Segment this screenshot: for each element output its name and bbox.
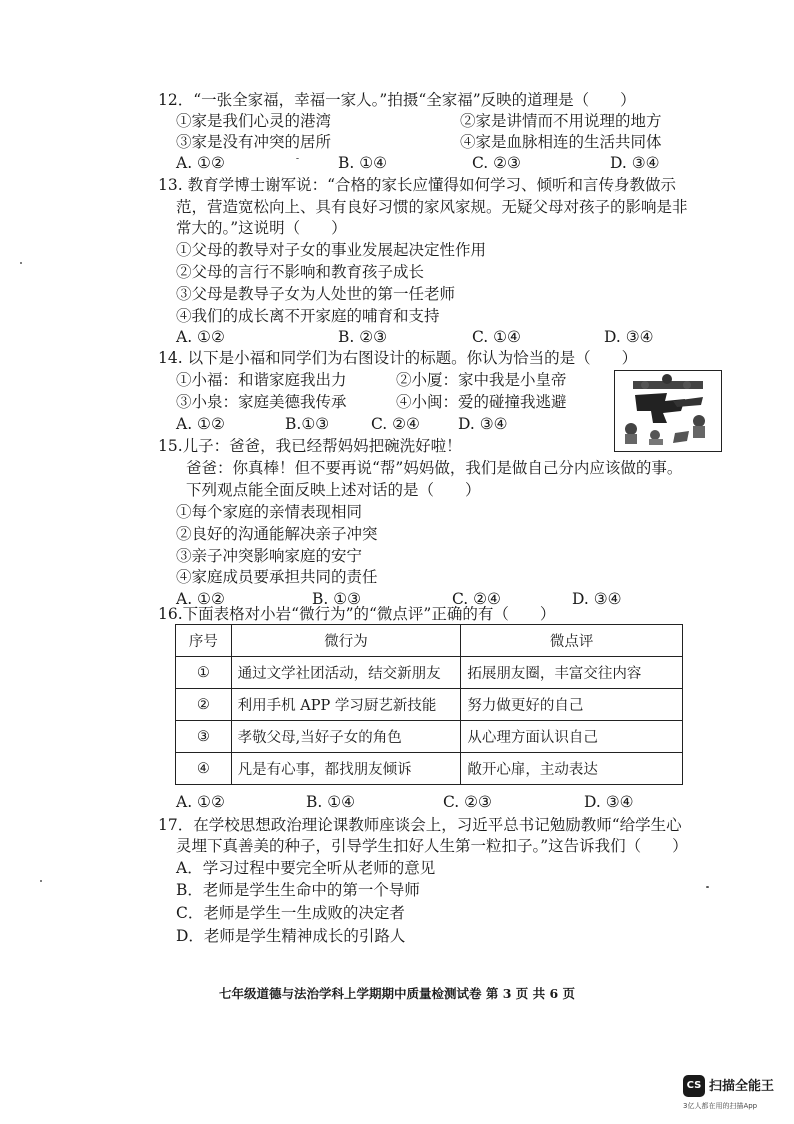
q14-option-2: ②小厦：家中我是小皇帝 bbox=[396, 371, 567, 389]
q15-line-3: 下列观点能全面反映上述对话的是（ ） bbox=[186, 481, 481, 499]
table-header-number: 序号 bbox=[176, 625, 232, 657]
q15-option-1: ①每个家庭的亲情表现相同 bbox=[176, 503, 363, 521]
family-cartoon-image bbox=[614, 370, 722, 452]
q12-option-2: ②家是讲情而不用说理的地方 bbox=[460, 112, 662, 130]
q12-option-4: ④家是血脉相连的生活共同体 bbox=[460, 133, 662, 151]
q16-behavior-table bbox=[175, 624, 683, 785]
table-cell-number: ③ bbox=[176, 721, 232, 753]
q15-option-3: ③亲子冲突影响家庭的安宁 bbox=[176, 547, 363, 565]
table-header-row bbox=[176, 625, 683, 657]
q14-choice-a: A. ①② bbox=[176, 415, 225, 433]
q17-choice-a: A．学习过程中要完全听从老师的意见 bbox=[176, 859, 436, 877]
q15-line-1: 15.儿子：爸爸，我已经帮妈妈把碗洗好啦！ bbox=[158, 437, 462, 455]
q12-choice-c: C. ②③ bbox=[472, 154, 521, 172]
q13-stem-line-3: 常大的。”这说明（ ） bbox=[176, 219, 347, 237]
q13-choice-a: A. ①② bbox=[176, 328, 225, 346]
q13-choice-d: D. ③④ bbox=[604, 328, 654, 346]
table-row bbox=[176, 753, 683, 785]
scanner-watermark-title: 扫描全能王 bbox=[709, 1079, 775, 1094]
q12-choice-a: A. ①② bbox=[176, 154, 225, 172]
q15-choice-c: C. ②④ bbox=[452, 590, 501, 608]
table-cell-comment: 拓展朋友圈，丰富交往内容 bbox=[461, 657, 683, 689]
q13-option-3: ③父母是教导子女为人处世的第一任老师 bbox=[176, 285, 456, 303]
table-row bbox=[176, 657, 683, 689]
q16-stem: 16.下面表格对小岩“微行为”的“微点评”正确的有（ ） bbox=[158, 605, 556, 623]
q14-option-3: ③小泉：家庭美德我传承 bbox=[176, 393, 347, 411]
q15-choice-a: A. ①② bbox=[176, 590, 225, 608]
q13-stem-line-1: 13. 教育学博士谢军说：“合格的家长应懂得如何学习、倾听和言传身教做示 bbox=[158, 176, 677, 194]
family-cartoon-illustration bbox=[615, 371, 721, 451]
q17-choice-d: D．老师是学生精神成长的引路人 bbox=[176, 927, 406, 945]
table-row bbox=[176, 721, 683, 753]
table-header-comment: 微点评 bbox=[461, 625, 683, 657]
q12-option-1: ①家是我们心灵的港湾 bbox=[176, 112, 332, 130]
scan-speck bbox=[40, 880, 42, 882]
q14-choice-c: C. ②④ bbox=[371, 415, 420, 433]
table-cell-behavior: 通过文学社团活动，结交新朋友 bbox=[231, 657, 461, 689]
table-cell-number: ④ bbox=[176, 753, 232, 785]
q16-choice-d: D. ③④ bbox=[584, 793, 634, 811]
q15-choice-d: D. ③④ bbox=[572, 590, 622, 608]
q12-option-3: ③家是没有冲突的居所 bbox=[176, 133, 332, 151]
table-cell-comment: 敞开心扉，主动表达 bbox=[461, 753, 683, 785]
q13-choice-b: B. ②③ bbox=[338, 328, 388, 346]
q17-stem-line-1: 17．在学校思想政治理论课教师座谈会上，习近平总书记勉励教师“给学生心 bbox=[158, 816, 682, 834]
q14-stem: 14. 以下是小福和同学们为右图设计的标题。你认为恰当的是（ ） bbox=[158, 349, 638, 367]
q17-choice-b: B．老师是学生生命中的第一个导师 bbox=[176, 881, 420, 899]
table-header-behavior: 微行为 bbox=[231, 625, 461, 657]
q17-choice-c: C．老师是学生一生成败的决定者 bbox=[176, 904, 405, 922]
scan-speck bbox=[20, 262, 22, 264]
table-cell-comment: 努力做更好的自己 bbox=[461, 689, 683, 721]
table-row bbox=[176, 689, 683, 721]
q16-choice-b: B. ①④ bbox=[306, 793, 356, 811]
q12-stem: 12．“一张全家福，幸福一家人。”拍摄“全家福”反映的道理是（ ） bbox=[158, 91, 636, 109]
q13-choice-c: C. ①④ bbox=[472, 328, 521, 346]
q16-choice-c: C. ②③ bbox=[443, 793, 492, 811]
table-cell-number: ① bbox=[176, 657, 232, 689]
q14-option-4: ④小闽：爱的碰撞我逃避 bbox=[396, 393, 567, 411]
q15-line-2: 爸爸：你真棒！但不要再说“帮”妈妈做，我们是做自己分内应该做的事。 bbox=[186, 459, 683, 477]
q13-stem-line-2: 范，营造宽松向上、具有良好习惯的家风家规。无疑父母对孩子的影响是非 bbox=[176, 198, 688, 216]
table-cell-behavior: 利用手机 APP 学习厨艺新技能 bbox=[231, 689, 461, 721]
q16-choice-a: A. ①② bbox=[176, 793, 225, 811]
table-cell-comment: 从心理方面认识自己 bbox=[461, 721, 683, 753]
scan-speck bbox=[296, 158, 299, 159]
q14-choice-b: B.①③ bbox=[285, 415, 330, 433]
q15-choice-b: B. ①③ bbox=[312, 590, 362, 608]
scanner-logo-icon: CS bbox=[683, 1075, 705, 1097]
q13-option-4: ④我们的成长离不开家庭的哺育和支持 bbox=[176, 307, 440, 325]
table-cell-behavior: 凡是有心事，都找朋友倾诉 bbox=[231, 753, 461, 785]
q15-option-2: ②良好的沟通能解决亲子冲突 bbox=[176, 525, 378, 543]
scanner-watermark-subtitle: 3亿人都在用的扫描App bbox=[683, 1102, 758, 1110]
q14-choice-d: D. ③④ bbox=[458, 415, 508, 433]
q13-option-1: ①父母的教导对子女的事业发展起决定性作用 bbox=[176, 241, 487, 259]
q14-option-1: ①小福：和谐家庭我出力 bbox=[176, 371, 347, 389]
table-cell-behavior: 孝敬父母,当好子女的角色 bbox=[231, 721, 461, 753]
q17-stem-line-2: 灵埋下真善美的种子，引导学生扣好人生第一粒扣子。”这告诉我们（ ） bbox=[176, 837, 688, 855]
q12-choice-b: B. ①④ bbox=[338, 154, 388, 172]
q15-option-4: ④家庭成员要承担共同的责任 bbox=[176, 568, 378, 586]
q12-choice-d: D. ③④ bbox=[610, 154, 660, 172]
scan-speck bbox=[706, 886, 709, 888]
page-footer: 七年级道德与法治学科上学期期中质量检测试卷 第 3 页 共 6 页 bbox=[218, 986, 575, 1001]
table-cell-number: ② bbox=[176, 689, 232, 721]
q13-option-2: ②父母的言行不影响和教育孩子成长 bbox=[176, 263, 425, 281]
